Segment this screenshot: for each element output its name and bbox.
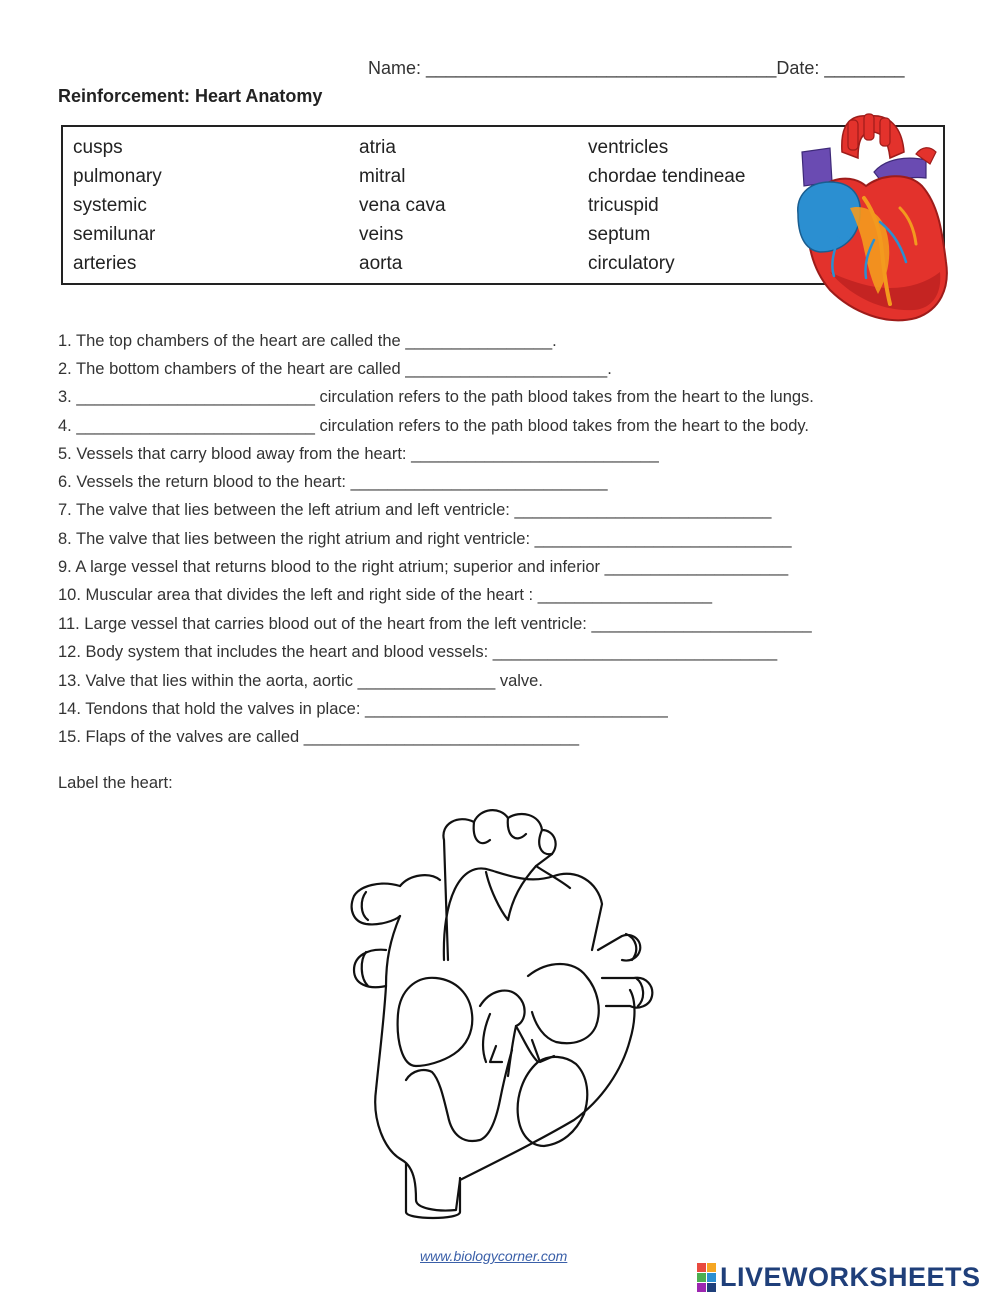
question-7: 7. The valve that lies between the left atrium and left ventricle: ____________________________: [58, 501, 772, 519]
word-bank-item: ventricles: [588, 137, 669, 158]
word-bank-item: veins: [359, 224, 404, 245]
question-12: 12. Body system that includes the heart and blood vessels: _______________________________: [58, 643, 778, 661]
word-bank-item: cusps: [73, 137, 123, 158]
question-5: 5. Vessels that carry blood away from the heart: ___________________________: [58, 445, 659, 463]
word-bank-item: vena cava: [359, 195, 446, 216]
word-bank-item: chordae tendineae: [588, 166, 746, 187]
liveworksheets-badge-icon: [697, 1263, 716, 1292]
question-11: 11. Large vessel that carries blood out of the heart from the left ventricle: ________________________: [58, 615, 812, 633]
question-1: 1. The top chambers of the heart are called the ________________.: [58, 332, 557, 350]
question-8: 8. The valve that lies between the right atrium and right ventricle: ____________________________: [58, 530, 792, 548]
question-2: 2. The bottom chambers of the heart are called ______________________.: [58, 360, 612, 378]
question-9: 9. A large vessel that returns blood to the right atrium; superior and inferior ____________________: [58, 558, 789, 576]
heart-outline-diagram: [340, 800, 670, 1220]
question-10: 10. Muscular area that divides the left and right side of the heart : ___________________: [58, 586, 713, 604]
biologycorner-link[interactable]: www.biologycorner.com: [420, 1248, 568, 1264]
word-bank-item: atria: [359, 137, 396, 158]
word-bank-item: tricuspid: [588, 195, 659, 216]
liveworksheets-logo[interactable]: [697, 1262, 981, 1293]
word-bank-item: semilunar: [73, 224, 156, 245]
word-bank-item: aorta: [359, 253, 403, 274]
colored-heart-illustration: [790, 112, 950, 324]
page-title: Reinforcement: Heart Anatomy: [58, 86, 323, 106]
word-bank-item: systemic: [73, 195, 147, 216]
word-bank-item: pulmonary: [73, 166, 162, 187]
word-bank-item: circulatory: [588, 253, 675, 274]
question-4: 4. __________________________ circulation refers to the path blood takes from the heart to the body.: [58, 417, 809, 435]
word-bank-item: mitral: [359, 166, 406, 187]
name-date-line: Name: ___________________________________Date: ________: [368, 58, 905, 78]
question-3: 3. __________________________ circulation refers to the path blood takes from the heart to the lungs.: [58, 388, 814, 406]
label-heart-heading: Label the heart:: [58, 774, 173, 792]
word-bank-item: arteries: [73, 253, 137, 274]
word-bank-item: septum: [588, 224, 651, 245]
question-6: 6. Vessels the return blood to the heart: ____________________________: [58, 473, 608, 491]
liveworksheets-brand-text: LIVEWORKSHEETS: [720, 1262, 981, 1292]
question-14: 14. Tendons that hold the valves in place: _________________________________: [58, 700, 668, 718]
question-15: 15. Flaps of the valves are called ______________________________: [58, 728, 580, 746]
question-13: 13. Valve that lies within the aorta, aortic _______________ valve.: [58, 672, 543, 690]
